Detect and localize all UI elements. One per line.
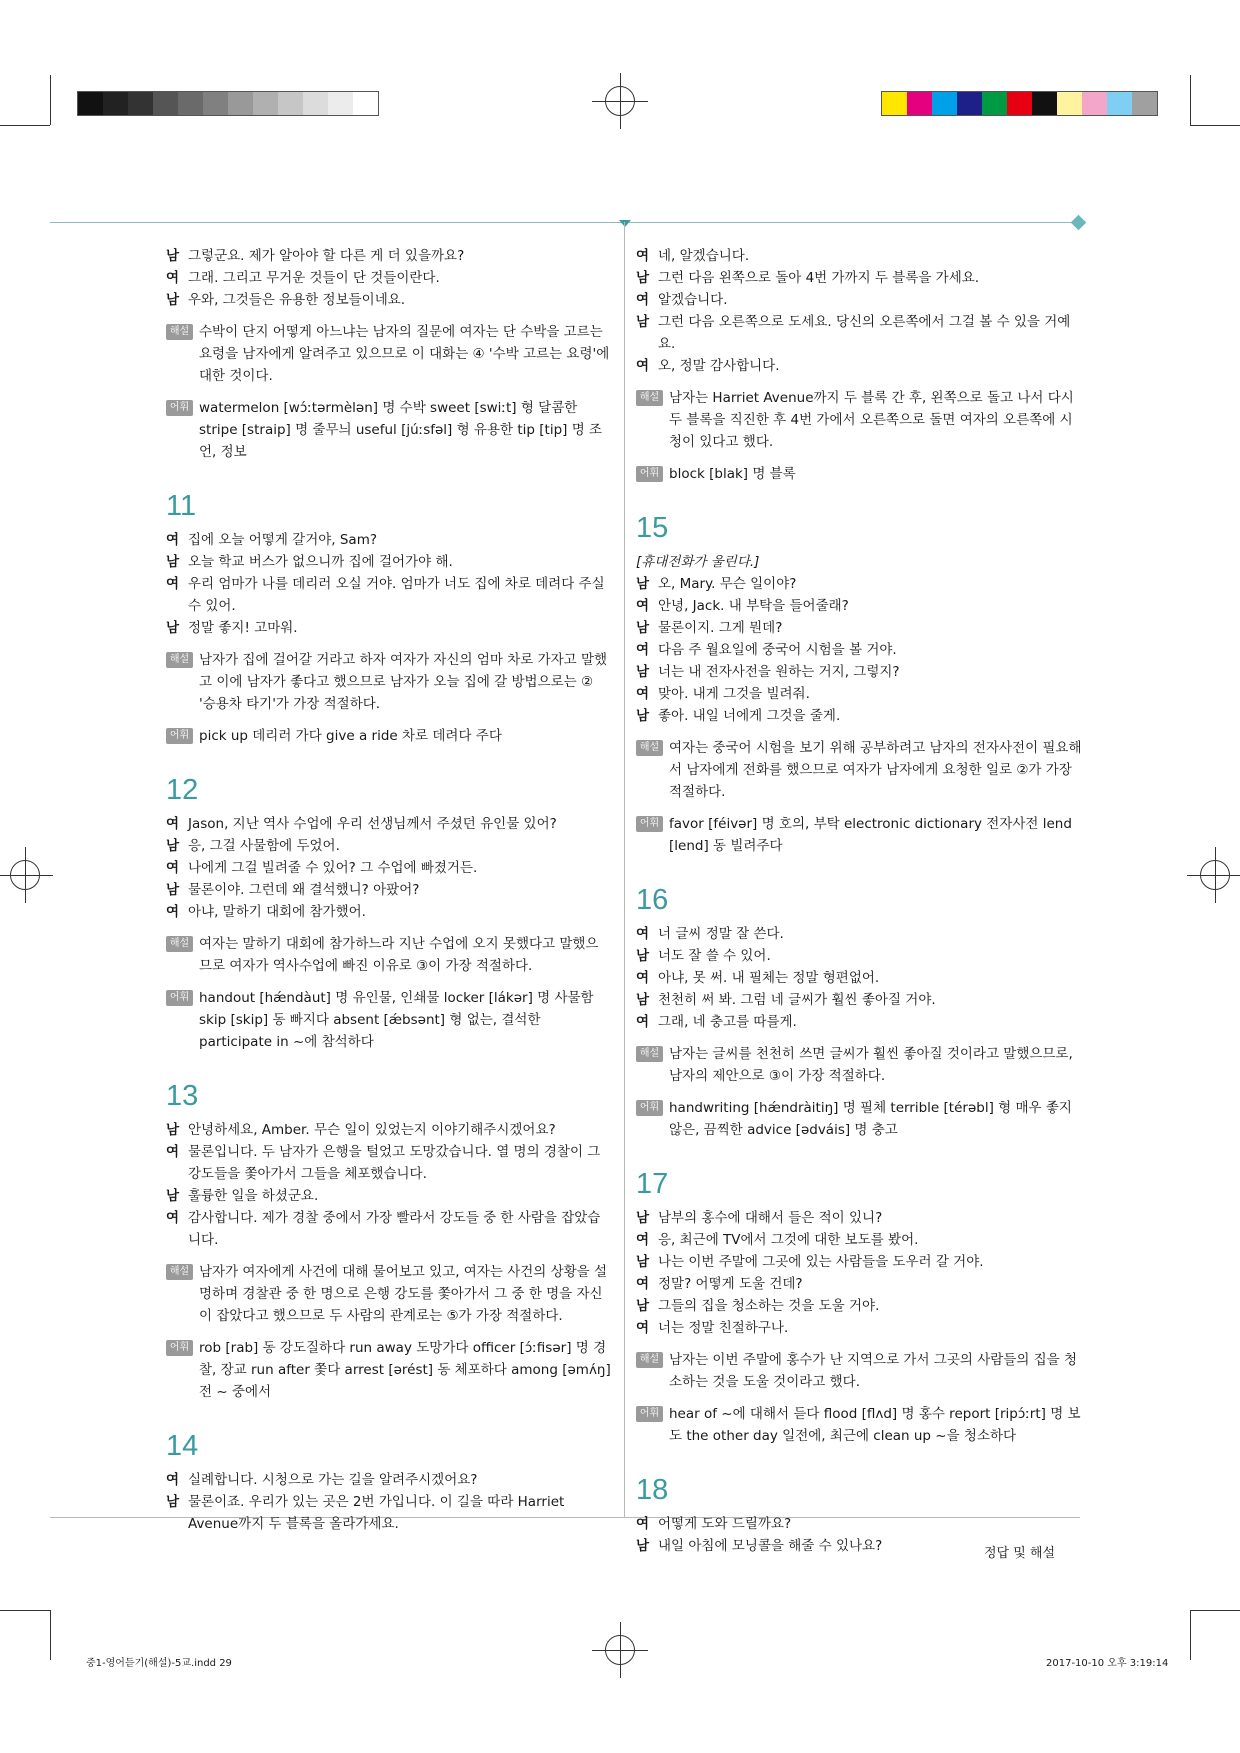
dialogue-block xyxy=(166,1469,611,1535)
dialogue-line xyxy=(166,1207,611,1251)
speaker-label: 여 xyxy=(636,686,650,702)
dialogue-text: 그렇군요. 제가 알아야 할 다른 게 더 있을까요? xyxy=(188,248,465,264)
dialogue-text: 네, 알겠습니다. xyxy=(658,248,750,264)
dialogue-block xyxy=(166,245,611,311)
dialogue-line xyxy=(636,1295,1084,1317)
dialogue-line xyxy=(166,617,611,639)
color-swatch xyxy=(1032,92,1057,115)
color-swatch xyxy=(103,92,128,115)
color-swatch xyxy=(128,92,153,115)
vocabulary-text: handwriting [hǽndràitiŋ] 명 필체 terrible [térəbl] 형 매우 좋지 않은, 끔찍한 advice [ədváis] 명 충고 xyxy=(669,1100,1072,1138)
dialogue-line xyxy=(166,1491,611,1535)
dialogue-line xyxy=(166,267,611,289)
right-column xyxy=(636,245,1084,1557)
dialogue-line xyxy=(166,1141,611,1185)
question-number: 18 xyxy=(636,1474,669,1506)
speaker-label: 여 xyxy=(636,248,650,264)
color-swatch xyxy=(278,92,303,115)
dialogue-line xyxy=(166,879,611,901)
speaker-label: 여 xyxy=(166,860,180,876)
color-swatch xyxy=(353,92,378,115)
registration-mark-top xyxy=(605,86,635,116)
explanation-tag: 해설 xyxy=(166,936,193,952)
vocabulary-tag: 어휘 xyxy=(636,1100,663,1116)
registration-mark-bottom xyxy=(605,1635,635,1665)
explanation-tag: 해설 xyxy=(636,390,663,406)
speaker-label: 여 xyxy=(166,904,180,920)
speaker-label: 남 xyxy=(636,620,650,636)
dialogue-text: 좋아. 내일 너에게 그것을 줄게. xyxy=(658,708,841,724)
speaker-label: 여 xyxy=(166,1144,180,1160)
explanation-tag: 해설 xyxy=(636,1352,663,1368)
speaker-label: 남 xyxy=(636,314,650,330)
color-swatch xyxy=(203,92,228,115)
speaker-label: 남 xyxy=(636,1298,650,1314)
dialogue-text: 천천히 써 봐. 그럼 네 글씨가 훨씬 좋아질 거야. xyxy=(658,992,936,1008)
dialogue-block xyxy=(636,245,1084,377)
dialogue-line xyxy=(636,945,1084,967)
header-diamond xyxy=(1071,215,1087,231)
dialogue-line xyxy=(636,245,1084,267)
dialogue-text: 아냐, 못 써. 내 필체는 정말 형편없어. xyxy=(658,970,880,986)
dialogue-line xyxy=(166,573,611,617)
explanation-note xyxy=(166,1261,611,1327)
vocabulary-text: hear of ~에 대해서 듣다 flood [flʌd] 명 홍수 report [ripɔ́ːrt] 명 보도 the other day 일전에, 최근에 clean up ~을 청소하다 xyxy=(669,1406,1081,1444)
color-swatch xyxy=(328,92,353,115)
dialogue-line xyxy=(636,1273,1084,1295)
vocabulary-note xyxy=(166,397,611,463)
dialogue-text: 물론이야. 그런데 왜 결석했니? 아팠어? xyxy=(188,882,420,898)
dialogue-line xyxy=(636,355,1084,377)
vocabulary-text: pick up 데리러 가다 give a ride 차로 데려다 주다 xyxy=(199,728,502,744)
vocabulary-note xyxy=(636,1097,1084,1141)
dialogue-text: 물론입니다. 두 남자가 은행을 털었고 도망갔습니다. 열 명의 경찰이 그 강도들을 쫓아가서 그들을 체포했습니다. xyxy=(188,1144,601,1182)
color-swatch xyxy=(982,92,1007,115)
explanation-text: 남자는 글씨를 천천히 쓰면 글씨가 훨씬 좋아질 것이라고 말했으므로, 남자의 제안으로 ③이 가장 적절하다. xyxy=(669,1046,1073,1084)
dialogue-text: 그래, 네 충고를 따를게. xyxy=(658,1014,797,1030)
dialogue-block xyxy=(166,529,611,639)
dialogue-line xyxy=(166,1185,611,1207)
dialogue-line xyxy=(636,573,1084,595)
dialogue-line xyxy=(636,705,1084,727)
dialogue-text: 오늘 학교 버스가 없으니까 집에 걸어가야 해. xyxy=(188,554,453,570)
speaker-label: 남 xyxy=(636,948,650,964)
color-swatch xyxy=(1007,92,1032,115)
dialogue-line xyxy=(636,595,1084,617)
explanation-text: 남자는 이번 주말에 홍수가 난 지역으로 가서 그곳의 사람들의 집을 청소하는 것을 도울 것이라고 했다. xyxy=(669,1352,1078,1390)
dialogue-line xyxy=(636,661,1084,683)
vocabulary-note xyxy=(636,463,1084,485)
vocabulary-note xyxy=(166,1337,611,1403)
vocabulary-tag: 어휘 xyxy=(166,400,193,416)
dialogue-text: 실례합니다. 시청으로 가는 길을 알려주시겠어요? xyxy=(188,1472,478,1488)
vocabulary-text: watermelon [wɔ́ːtərmèlən] 명 수박 sweet [swiːt] 형 달콤한 stripe [straip] 명 줄무늬 useful [júːsfəl] 형 유용한 tip [tip] 명 조언, 정보 xyxy=(199,400,603,460)
dialogue-text: 집에 오늘 어떻게 갈거야, Sam? xyxy=(188,532,378,548)
process-color-bar xyxy=(881,91,1158,116)
vocabulary-tag: 어휘 xyxy=(636,816,663,832)
dialogue-text: 그들의 집을 청소하는 것을 도울 거야. xyxy=(658,1298,880,1314)
speaker-label: 남 xyxy=(166,882,180,898)
speaker-label: 남 xyxy=(636,1538,650,1554)
crop-mark xyxy=(50,75,51,125)
dialogue-text: 안녕하세요, Amber. 무슨 일이 있었는지 이야기해주시겠어요? xyxy=(188,1122,556,1138)
color-swatch xyxy=(78,92,103,115)
crop-mark xyxy=(1190,75,1191,125)
dialogue-text: 나에게 그걸 빌려줄 수 있어? 그 수업에 빠졌거든. xyxy=(188,860,478,876)
crop-mark xyxy=(1190,1610,1191,1660)
color-swatch xyxy=(153,92,178,115)
dialogue-line xyxy=(166,857,611,879)
dialogue-line xyxy=(636,683,1084,705)
dialogue-text: 나는 이번 주말에 그곳에 있는 사람들을 도우러 갈 거야. xyxy=(658,1254,984,1270)
dialogue-line xyxy=(636,267,1084,289)
explanation-text: 여자는 말하기 대회에 참가하느라 지난 수업에 오지 못했다고 말했으므로 여자가 역사수업에 빠진 이유로 ③이 가장 적절하다. xyxy=(199,936,599,974)
speaker-label: 여 xyxy=(166,576,180,592)
explanation-tag: 해설 xyxy=(166,652,193,668)
dialogue-line xyxy=(166,1469,611,1491)
question-number: 13 xyxy=(166,1080,199,1112)
speaker-label: 남 xyxy=(636,1254,650,1270)
explanation-note xyxy=(636,1043,1084,1087)
speaker-label: 남 xyxy=(166,620,180,636)
dialogue-line xyxy=(166,835,611,857)
dialogue-text: 남부의 홍수에 대해서 들은 적이 있니? xyxy=(658,1210,883,1226)
dialogue-line xyxy=(636,311,1084,355)
vocabulary-tag: 어휘 xyxy=(166,990,193,1006)
color-swatch xyxy=(957,92,982,115)
dialogue-line xyxy=(636,1251,1084,1273)
dialogue-text: 감사합니다. 제가 경찰 중에서 가장 빨라서 강도들 중 한 사람을 잡았습니다. xyxy=(188,1210,601,1248)
explanation-note xyxy=(166,933,611,977)
dialogue-text: 알겠습니다. xyxy=(658,292,728,308)
vocabulary-note xyxy=(636,813,1084,857)
dialogue-line xyxy=(166,289,611,311)
dialogue-line xyxy=(636,967,1084,989)
speaker-label: 여 xyxy=(636,1014,650,1030)
speaker-label: 남 xyxy=(166,838,180,854)
dialogue-line xyxy=(636,1229,1084,1251)
dialogue-text: 정말? 어떻게 도울 건데? xyxy=(658,1276,803,1292)
explanation-text: 남자가 집에 걸어갈 거라고 하자 여자가 자신의 엄마 차로 가자고 말했고 이에 남자가 좋다고 했으므로 남자가 오늘 집에 갈 방법으로는 ② '승용차 타기'가 가장 적절하다. xyxy=(199,652,608,712)
speaker-label: 여 xyxy=(636,1276,650,1292)
dialogue-text: 다음 주 월요일에 중국어 시험을 볼 거야. xyxy=(658,642,897,658)
speaker-label: 여 xyxy=(636,1516,650,1532)
dialogue-line xyxy=(166,529,611,551)
color-swatch xyxy=(178,92,203,115)
footer-section-title: 정답 및 해설 xyxy=(984,1546,1056,1561)
dialogue-line xyxy=(636,1207,1084,1229)
dialogue-line xyxy=(636,989,1084,1011)
dialogue-line xyxy=(636,1011,1084,1033)
dialogue-text: 정말 좋지! 고마워. xyxy=(188,620,298,636)
explanation-note xyxy=(636,737,1084,803)
color-swatch xyxy=(228,92,253,115)
dialogue-text: Jason, 지난 역사 수업에 우리 선생님께서 주셨던 유인물 있어? xyxy=(188,816,557,832)
explanation-text: 남자가 여자에게 사건에 대해 물어보고 있고, 여자는 사건의 상황을 설명하며 경찰관 중 한 명으로 은행 강도를 쫓아가서 그 중 한 명을 자신이 잡았다고 했으므로 두 사람의 관계로는 ⑤가 가장 적절하다. xyxy=(199,1264,608,1324)
explanation-text: 남자는 Harriet Avenue까지 두 블록 간 후, 왼쪽으로 돌고 나서 다시 두 블록을 직진한 후 4번 가에서 오른쪽으로 돌면 여자의 오른쪽에 시청이 있다고 했다. xyxy=(669,390,1074,450)
dialogue-text: 그런 다음 오른쪽으로 도세요. 당신의 오른쪽에서 그걸 볼 수 있을 거예요. xyxy=(658,314,1071,352)
dialogue-text: 물론이지. 그게 뭔데? xyxy=(658,620,783,636)
crop-mark xyxy=(0,125,50,126)
color-swatch xyxy=(907,92,932,115)
explanation-tag: 해설 xyxy=(166,1264,193,1280)
explanation-note xyxy=(166,321,611,387)
explanation-tag: 해설 xyxy=(166,324,193,340)
dialogue-text: 너도 잘 쓸 수 있어. xyxy=(658,948,771,964)
speaker-label: 여 xyxy=(166,532,180,548)
crop-mark xyxy=(0,1610,50,1611)
vocabulary-tag: 어휘 xyxy=(636,466,663,482)
speaker-label: 여 xyxy=(636,970,650,986)
dialogue-text: 너 글씨 정말 잘 쓴다. xyxy=(658,926,784,942)
dialogue-text: 맞아. 내게 그것을 빌려줘. xyxy=(658,686,810,702)
dialogue-line xyxy=(636,1317,1084,1339)
dialogue-line xyxy=(636,639,1084,661)
vocabulary-tag: 어휘 xyxy=(166,1340,193,1356)
dialogue-text: 그런 다음 왼쪽으로 돌아 4번 가까지 두 블록을 가세요. xyxy=(658,270,980,286)
speaker-label: 남 xyxy=(636,270,650,286)
speaker-label: 남 xyxy=(166,292,180,308)
dialogue-line xyxy=(636,923,1084,945)
dialogue-text: 안녕, Jack. 내 부탁을 들어줄래? xyxy=(658,598,849,614)
color-swatch xyxy=(1132,92,1157,115)
color-swatch xyxy=(1107,92,1132,115)
dialogue-text: 너는 정말 친절하구나. xyxy=(658,1320,789,1336)
question-number: 11 xyxy=(166,490,197,522)
vocabulary-text: favor [féivər] 명 호의, 부탁 electronic dictionary 전자사전 lend [lend] 동 빌려주다 xyxy=(669,816,1072,854)
speaker-label: 여 xyxy=(636,292,650,308)
dialogue-line xyxy=(166,901,611,923)
registration-mark-left xyxy=(10,860,40,890)
dialogue-line xyxy=(636,1513,1084,1535)
speaker-label: 여 xyxy=(636,358,650,374)
color-swatch xyxy=(882,92,907,115)
speaker-label: 여 xyxy=(166,1472,180,1488)
dialogue-text: 우리 엄마가 나를 데리러 오실 거야. 엄마가 너도 집에 차로 데려다 주실 수 있어. xyxy=(188,576,605,614)
vocabulary-note xyxy=(636,1403,1084,1447)
dialogue-line xyxy=(166,245,611,267)
speaker-label: 남 xyxy=(166,1122,180,1138)
dialogue-text: 너는 내 전자사전을 원하는 거지, 그렇지? xyxy=(658,664,900,680)
speaker-label: 여 xyxy=(636,1232,650,1248)
dialogue-text: 우와, 그것들은 유용한 정보들이네요. xyxy=(188,292,406,308)
registration-mark-right xyxy=(1200,860,1230,890)
explanation-tag: 해설 xyxy=(636,1046,663,1062)
question-number: 15 xyxy=(636,512,669,544)
color-swatch xyxy=(1057,92,1082,115)
question-number: 16 xyxy=(636,884,669,916)
dialogue-block xyxy=(166,813,611,923)
explanation-text: 수박이 단지 어떻게 아느냐는 남자의 질문에 여자는 단 수박을 고르는 요령을 남자에게 알려주고 있으므로 이 대화는 ④ '수박 고르는 요령'에 대한 것이다. xyxy=(199,324,610,384)
speaker-label: 남 xyxy=(636,664,650,680)
speaker-label: 남 xyxy=(636,708,650,724)
scene-context: [휴대전화가 울린다.] xyxy=(636,554,760,570)
dialogue-block xyxy=(636,573,1084,727)
explanation-note xyxy=(636,1349,1084,1393)
color-swatch xyxy=(253,92,278,115)
dialogue-line xyxy=(166,1119,611,1141)
dialogue-line xyxy=(166,813,611,835)
vocabulary-tag: 어휘 xyxy=(166,728,193,744)
vocabulary-note xyxy=(166,987,611,1053)
grayscale-color-bar xyxy=(77,91,379,116)
dialogue-block xyxy=(166,1119,611,1251)
speaker-label: 남 xyxy=(166,248,180,264)
question-number: 12 xyxy=(166,774,199,806)
dialogue-text: 그래. 그리고 무거운 것들이 단 것들이란다. xyxy=(188,270,440,286)
vocabulary-text: block [blak] 명 블록 xyxy=(669,466,796,482)
speaker-label: 남 xyxy=(636,992,650,1008)
column-divider xyxy=(624,222,625,1517)
crop-mark xyxy=(1190,125,1240,126)
vocabulary-note xyxy=(166,725,611,747)
dialogue-text: 아냐, 말하기 대회에 참가했어. xyxy=(188,904,366,920)
color-swatch xyxy=(303,92,328,115)
color-swatch xyxy=(932,92,957,115)
header-rule xyxy=(50,222,1080,223)
dialogue-text: 훌륭한 일을 하셨군요. xyxy=(188,1188,319,1204)
explanation-note xyxy=(636,387,1084,453)
speaker-label: 여 xyxy=(166,816,180,832)
speaker-label: 여 xyxy=(636,642,650,658)
crop-mark xyxy=(50,1610,51,1660)
explanation-note xyxy=(166,649,611,715)
vocabulary-text: handout [hǽndàut] 명 유인물, 인쇄물 locker [lákər] 명 사물함 skip [skip] 동 빠지다 absent [ǽbsənt] 형 없는, 결석한 participate in ~에 참석하다 xyxy=(199,990,594,1050)
dialogue-text: 내일 아침에 모닝콜을 해줄 수 있나요? xyxy=(658,1538,883,1554)
print-slug-filename: 중1-영어듣기(해설)-5교.indd 29 xyxy=(86,1658,232,1669)
color-swatch xyxy=(1082,92,1107,115)
left-column xyxy=(166,245,611,1535)
dialogue-block xyxy=(636,1207,1084,1339)
dialogue-text: 오, Mary. 무슨 일이야? xyxy=(658,576,797,592)
speaker-label: 남 xyxy=(636,1210,650,1226)
speaker-label: 여 xyxy=(166,1210,180,1226)
dialogue-line xyxy=(636,617,1084,639)
question-number: 14 xyxy=(166,1430,199,1462)
speaker-label: 여 xyxy=(636,926,650,942)
speaker-label: 여 xyxy=(636,598,650,614)
dialogue-text: 오, 정말 감사합니다. xyxy=(658,358,780,374)
print-slug-timestamp: 2017-10-10 오후 3:19:14 xyxy=(1046,1658,1169,1669)
header-rule-marker xyxy=(619,220,631,227)
explanation-tag: 해설 xyxy=(636,740,663,756)
speaker-label: 남 xyxy=(636,576,650,592)
question-number: 17 xyxy=(636,1168,669,1200)
speaker-label: 남 xyxy=(166,554,180,570)
speaker-label: 여 xyxy=(166,270,180,286)
vocabulary-text: rob [rab] 동 강도질하다 run away 도망가다 officer [ɔ́ːfisər] 명 경찰, 장교 run after 쫓다 arrest [ərést] 동 체포하다 among [əmʌ́ŋ] 전 ~ 중에서 xyxy=(199,1340,611,1400)
dialogue-line xyxy=(636,289,1084,311)
crop-mark xyxy=(1190,1610,1240,1611)
dialogue-text: 물론이죠. 우리가 있는 곳은 2번 가입니다. 이 길을 따라 Harriet Avenue까지 두 블록을 올라가세요. xyxy=(188,1494,565,1532)
vocabulary-tag: 어휘 xyxy=(636,1406,663,1422)
explanation-text: 여자는 중국어 시험을 보기 위해 공부하려고 남자의 전자사전이 필요해서 남자에게 전화를 했으므로 여자가 남자에게 요청한 일로 ②가 가장 적절하다. xyxy=(669,740,1082,800)
dialogue-block xyxy=(636,923,1084,1033)
speaker-label: 남 xyxy=(166,1494,180,1510)
speaker-label: 남 xyxy=(166,1188,180,1204)
dialogue-text: 응, 그걸 사물함에 두었어. xyxy=(188,838,340,854)
dialogue-text: 어떻게 도와 드릴까요? xyxy=(658,1516,792,1532)
dialogue-line xyxy=(166,551,611,573)
dialogue-text: 응, 최근에 TV에서 그것에 대한 보도를 봤어. xyxy=(658,1232,919,1248)
speaker-label: 여 xyxy=(636,1320,650,1336)
